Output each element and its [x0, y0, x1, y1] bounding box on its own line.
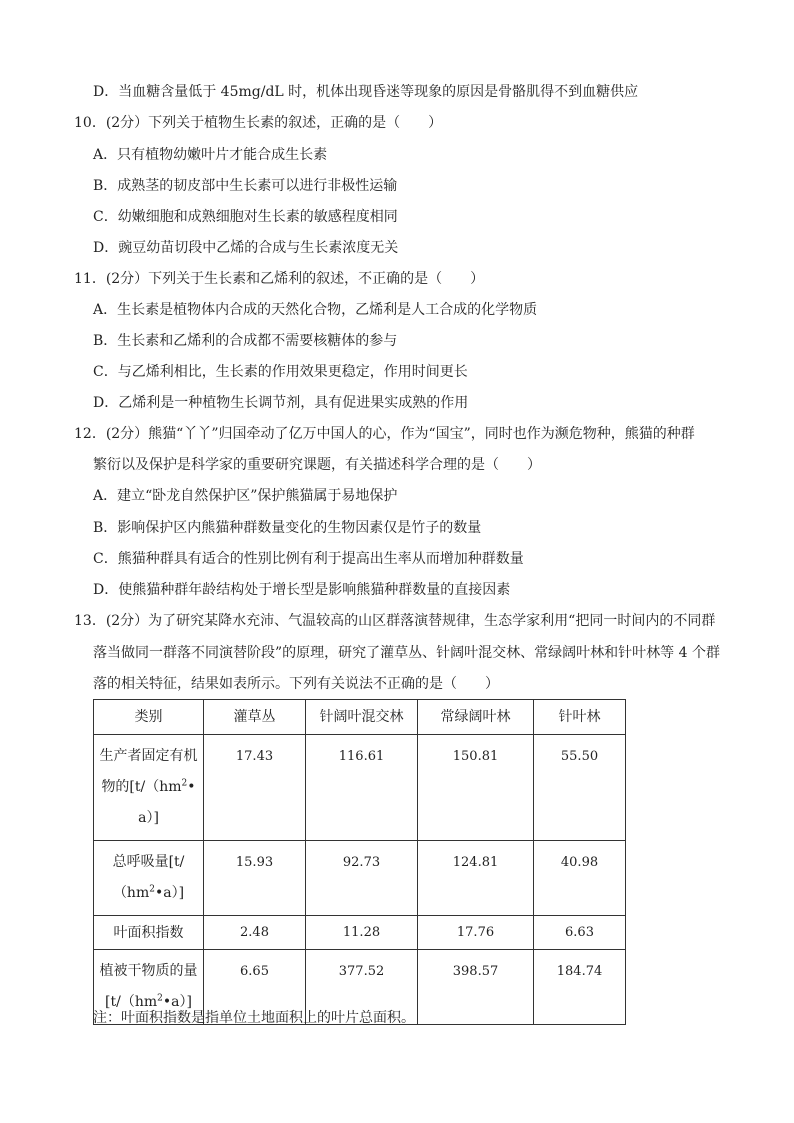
q11-option-c: C．与乙烯利相比，生长素的作用效果更稳定，作用时间更长 — [93, 364, 468, 380]
q11-stem: 11．(2分）下列关于生长素和乙烯利的叙述，不正确的是（ ） — [74, 271, 485, 287]
table-row — [94, 735, 626, 841]
q12-stem: 12．(2分）熊猫“丫丫”归国牵动了亿万中国人的心，作为“国宝”，同时也作为濒危物种，熊猫的种群 — [74, 426, 695, 442]
table-header: 常绿阔叶林 — [418, 700, 534, 735]
q11-option-d: D．乙烯利是一种植物生长调节剂，具有促进果实成熟的作用 — [93, 395, 469, 411]
q12-option-c: C．熊猫种群具有适合的性别比例有利于提高出生率从而增加种群数量 — [93, 551, 524, 567]
table-header: 针叶林 — [534, 700, 626, 735]
q10-option-c: C．幼嫩细胞和成熟细胞对生长素的敏感程度相同 — [93, 209, 398, 225]
q13-stem-cont: 落当做同一群落不同演替阶段”的原理，研究了灌草丛、针阔叶混交林、常绿阔叶林和针叶林等 4 个群 — [93, 645, 720, 661]
q9-option-d: D．当血糖含量低于 45mg/dL 时，机体出现昏迷等现象的原因是骨骼肌得不到血糖供应 — [93, 84, 639, 100]
table-header: 针阔叶混交林 — [306, 700, 418, 735]
table-header: 灌草丛 — [204, 700, 306, 735]
table-cell: 92.73 — [306, 841, 418, 916]
table-cell: 17.76 — [418, 916, 534, 950]
table-cell: 2.48 — [204, 916, 306, 950]
table-cell: 11.28 — [306, 916, 418, 950]
table-cell: 150.81 — [418, 735, 534, 841]
q11-option-b: B．生长素和乙烯利的合成都不需要核糖体的参与 — [93, 333, 398, 349]
q12-option-a: A．建立“卧龙自然保护区”保护熊猫属于易地保护 — [93, 488, 398, 504]
row-label: 植被干物质的量 $[t/(hm^2•a)]$ — [94, 950, 204, 1025]
table-cell: 40.98 — [534, 841, 626, 916]
q12-option-b: B．影响保护区内熊猫种群数量变化的生物因素仅是竹子的数量 — [93, 520, 482, 536]
row-label: 叶面积指数 — [94, 916, 204, 950]
table-cell: 398.57 — [418, 950, 534, 1025]
q12-stem-cont: 繁衍以及保护是科学家的重要研究课题，有关描述科学合理的是（ ） — [93, 457, 541, 473]
table-cell: 124.81 — [418, 841, 534, 916]
table-cell: 6.65 — [204, 950, 306, 1025]
q10-option-b: B．成熟茎的韧皮部中生长素可以进行非极性运输 — [93, 178, 398, 194]
row-label: 生产者固定有机 物的[$t/(hm^2•$ a）] — [94, 735, 204, 841]
row-label: 总呼吸量[t/ $(hm^2•a)$] — [94, 841, 204, 916]
q10-option-a: A．只有植物幼嫩叶片才能合成生长素 — [93, 147, 328, 163]
table-cell: 55.50 — [534, 735, 626, 841]
table-note: 注：叶面积指数是指单位土地面积上的叶片总面积。 — [93, 1010, 415, 1026]
table-cell: 116.61 — [306, 735, 418, 841]
table-row — [94, 841, 626, 916]
q10-option-d: D．豌豆幼苗切段中乙烯的合成与生长素浓度无关 — [93, 240, 399, 256]
table-cell: 377.52 — [306, 950, 418, 1025]
table-header-row — [94, 700, 626, 735]
q10-stem: 10．(2分）下列关于植物生长素的叙述，正确的是（ ） — [74, 115, 443, 131]
table-header: 类别 — [94, 700, 204, 735]
q12-option-d: D．使熊猫种群年龄结构处于增长型是影响熊猫种群数量的直接因素 — [93, 582, 511, 598]
table-cell: 17.43 — [204, 735, 306, 841]
community-features-table — [93, 699, 626, 1025]
table-cell: 184.74 — [534, 950, 626, 1025]
q13-stem-cont-2: 落的相关特征，结果如表所示。下列有关说法不正确的是（ ） — [93, 676, 499, 692]
q11-option-a: A．生长素是植物体内合成的天然化合物，乙烯利是人工合成的化学物质 — [93, 302, 538, 318]
q13-stem: 13．(2分）为了研究某降水充沛、气温较高的山区群落演替规律，生态学家利用“把同一时间内的不同群 — [74, 613, 716, 629]
table-cell: 15.93 — [204, 841, 306, 916]
table-row — [94, 916, 626, 950]
table-cell: 6.63 — [534, 916, 626, 950]
